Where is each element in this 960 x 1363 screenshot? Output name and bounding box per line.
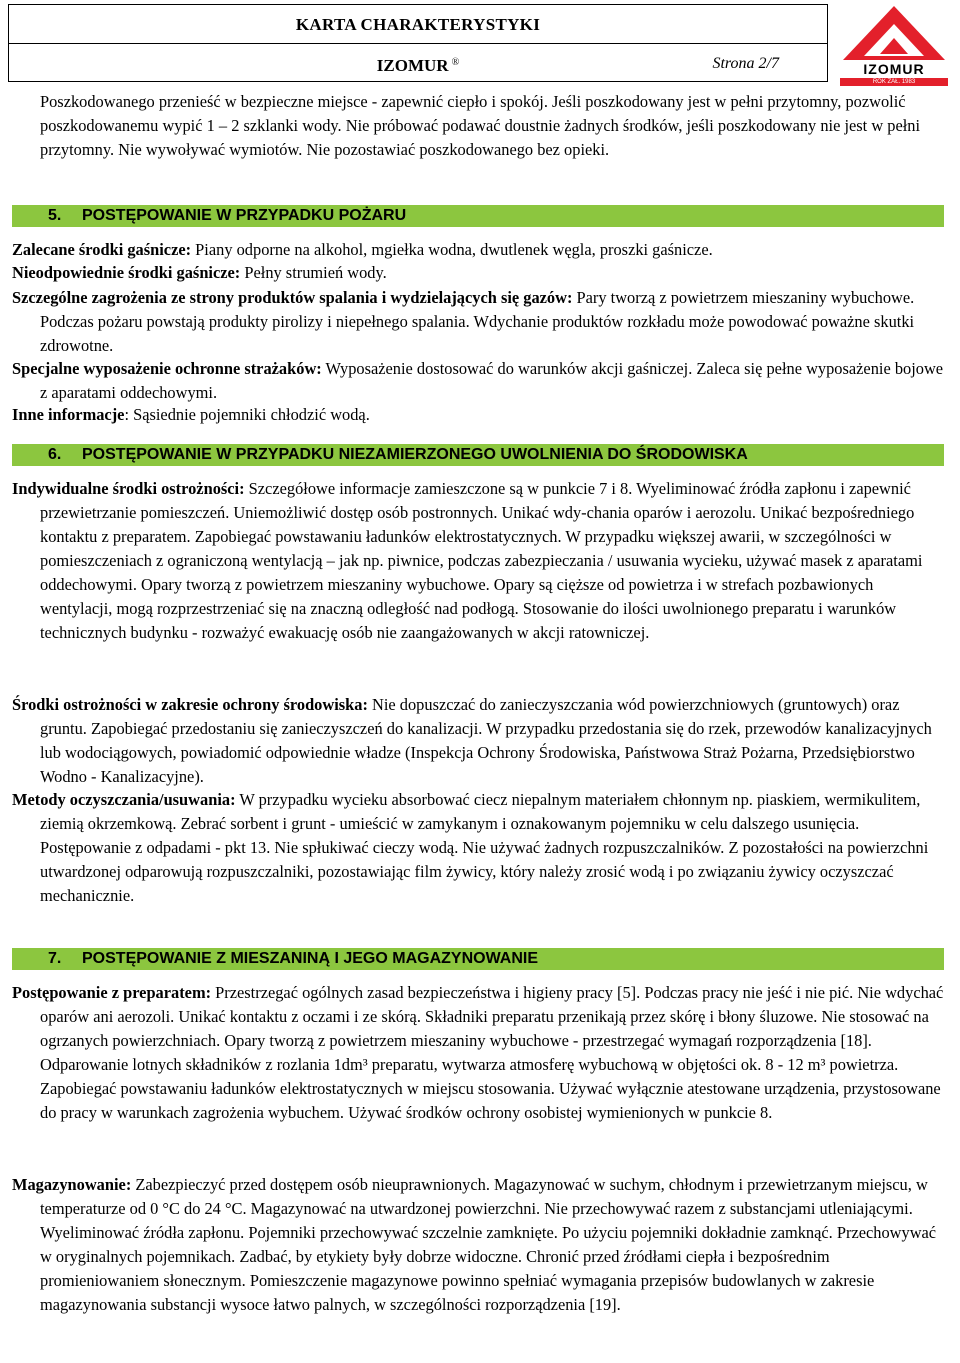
section-number: 6. [48,446,62,463]
section-5-item: Specjalne wyposażenie ochronne strażaków: Wyposażenie dostosować do warunków akcji gaśniczej. Zaleca się pełne wyposażenie bojowe z aparatami oddechowymi. [12,359,944,402]
section-number: 5. [48,207,62,224]
section-title: POSTĘPOWANIE W PRZYPADKU POŻARU [82,207,407,224]
header-table [8,4,828,82]
logo-since: ROK ZAŁ. 1983 [872,79,916,85]
section-6-item: Metody oczyszczania/usuwania: W przypadku wycieku absorbować ciecz niepalnym materiałem chłonnym np. piaskiem, wermikulitem, ziemią okrzemkową. Zebrać sorbent i grunt - umieścić w zamykanym i oznakowanym pojemniku w celu dalszego usunięcia. Postępowanie z odpadami - pkt 13. Nie spłukiwać cieczy wodą. Nie używać żadnych rozpuszczalników. Z pozostałości na powierzchni utwardzonej odparowują rozpuszczalniki, pozostawiając film żywicy, który należy zrosić wodą i po związaniu żywicy oczyszczać mechanicznie. [12,790,929,905]
section-title: POSTĘPOWANIE Z MIESZANINĄ I JEGO MAGAZYNOWANIE [82,950,539,967]
section-5-heading [12,205,944,227]
section-5-item: Inne informacje: Sąsiednie pojemniki chłodzić wodą. [12,405,370,424]
document-header [8,4,954,85]
header-company-row [9,44,827,82]
section-title: POSTĘPOWANIE W PRZYPADKU NIEZAMIERZONEGO UWOLNIENIA DO ŚRODOWISKA [82,446,748,463]
section-7-item: Postępowanie z preparatem: Przestrzegać ogólnych zasad bezpieczeństwa i higieny pracy [5]. Podczas pracy nie jeść i nie pić. Nie wdychać oparów ani aerozoli. Unikać kontaktu z oczami i ze skórą. Składniki preparatu przenikają przez skórę i błony śluzowe. Nie stosować na ogrzanych powierzchniach. Opary tworzą z powietrzem mieszaniny wybuchowe - przestrzegać wymagań rozporządzenia [18]. Odparowanie lotnych składników z rozlania 1dm³ preparatu, wytwarza atmosferę wybuchową w objętości ok. 8 - 12 m³ powietrza. Zapobiegać powstawaniu ładunków elektrostatycznych w miejscu stosowania. Używać wyłącznie atestowane urządzenia, przystosowane do pracy w warunkach zagrożenia wybuchem. Używać środków ochrony osobistej wymienionych w punkcie 8. [12,983,944,1122]
company-name: IZOMUR ® [376,56,460,75]
section-6-item: Indywidualne środki ostrożności: Szczegółowe informacje zamieszczone są w punkcie 7 i 8. Wyeliminować źródła zapłonu i zapewnić przewietrzanie pomieszczeń. Uniemożliwić dostęp osób postronnych. Unikać wdy-chania oparów i aerozolu. Unikać bezpośredniego kontaktu z preparatem. Zapobiegać powstawaniu ładunków elektrostatycznych. W przypadku większej awarii, w szczególności w pomieszczeniach z ograniczoną wentylacją – jak np. piwnice, podczas zabezpieczania / usuwania wycieku, używać masek z aparatami oddechowymi. Opary tworzą z powietrzem mieszaniny wybuchowe. Opary są cięższe od powietrza i w strefach pozbawionych wentylacji, mogą rozprzestrzeniać się na znaczną odległość nad podłogą. Stosowanie do ilości uwolnionego preparatu i warunków technicznych budynku - rozważyć ewakuację osób nie zaangażowanych w akcji ratowniczej. [12,479,923,642]
intro-paragraph: Poszkodowanego przenieść w bezpieczne miejsce - zapewnić ciepło i spokój. Jeśli poszkodowany jest w pełni przytomny, pozwolić poszkodowanemu wypić 1 – 2 szklanki wody. Nie próbować podawać doustnie żadnych środków, jeśli poszkodowany nie jest w pełni przytomny. Nie wywoływać wymiotów. Nie pozostawiać poszkodowanego bez opieki. [40,92,921,159]
logo-wordmark: IZOMUR [863,61,925,77]
section-6-item: Środki ostrożności w zakresie ochrony środowiska: Nie dopuszczać do zanieczyszczania wód powierzchniowych (gruntowych) oraz gruntu. Zapobiegać przedostaniu się zanieczyszczeń do kanalizacji. W przypadku przedostania się do rzek, przewodów kanalizacyjnych lub wodociągowych, powiadomić odpowiednie władze (Inspekcja Ochrony Środowiska, Państwowa Straż Pożarna, Przedsiębiorstwo Wodno - Kanalizacyjne). [12,695,932,786]
section-6-heading [12,444,944,466]
section-number: 7. [48,950,62,967]
section-5-item: Nieodpowiednie środki gaśnicze: Pełny strumień wody. [12,263,387,282]
section-5-item: Zalecane środki gaśnicze: Piany odporne na alkohol, mgiełka wodna, dwutlenek węgla, proszki gaśnicze. [12,240,713,259]
page-number: Strona 2/7 [712,55,779,72]
section-5-item: Szczególne zagrożenia ze strony produktów spalania i wydzielających się gazów: Pary tworzą z powietrzem mieszaniny wybuchowe. Podczas pożaru powstają produkty pirolizy i niepełnego spalania. Wdychanie produktów rozkładu może powodować poważne skutki zdrowotne. [12,288,915,355]
registered-mark: ® [451,57,460,68]
section-7-item: Magazynowanie: Zabezpieczyć przed dostępem osób nieuprawnionych. Magazynować w suchym, chłodnym i przewietrzanym miejscu, w temperaturze od 0 °C do 24 °C. Magazynować na utwardzonej powierzchni. Nie przechowywać razem z substancjami utleniającymi. Wyeliminować źródła zapłonu. Pojemniki przechowywać szczelnie zamknięte. Po użyciu pojemniki dokładnie zamknąć. Przechowywać w oryginalnych pojemnikach. Zadbać, by etykiety były dobrze widoczne. Chronić przed źródłami ciepła i bezpośrednim promieniowaniem słonecznym. Pomieszczenie magazynowe powinno spełniać wymagania przepisów budowlanych w zakresie magazynowania substancji wysoce łatwo palnych, w szczególności rozporządzenia [19]. [12,1175,937,1314]
header-title-row [9,5,827,44]
document-title: KARTA CHARAKTERYSTYKI [295,15,541,34]
section-7-heading [12,948,944,970]
